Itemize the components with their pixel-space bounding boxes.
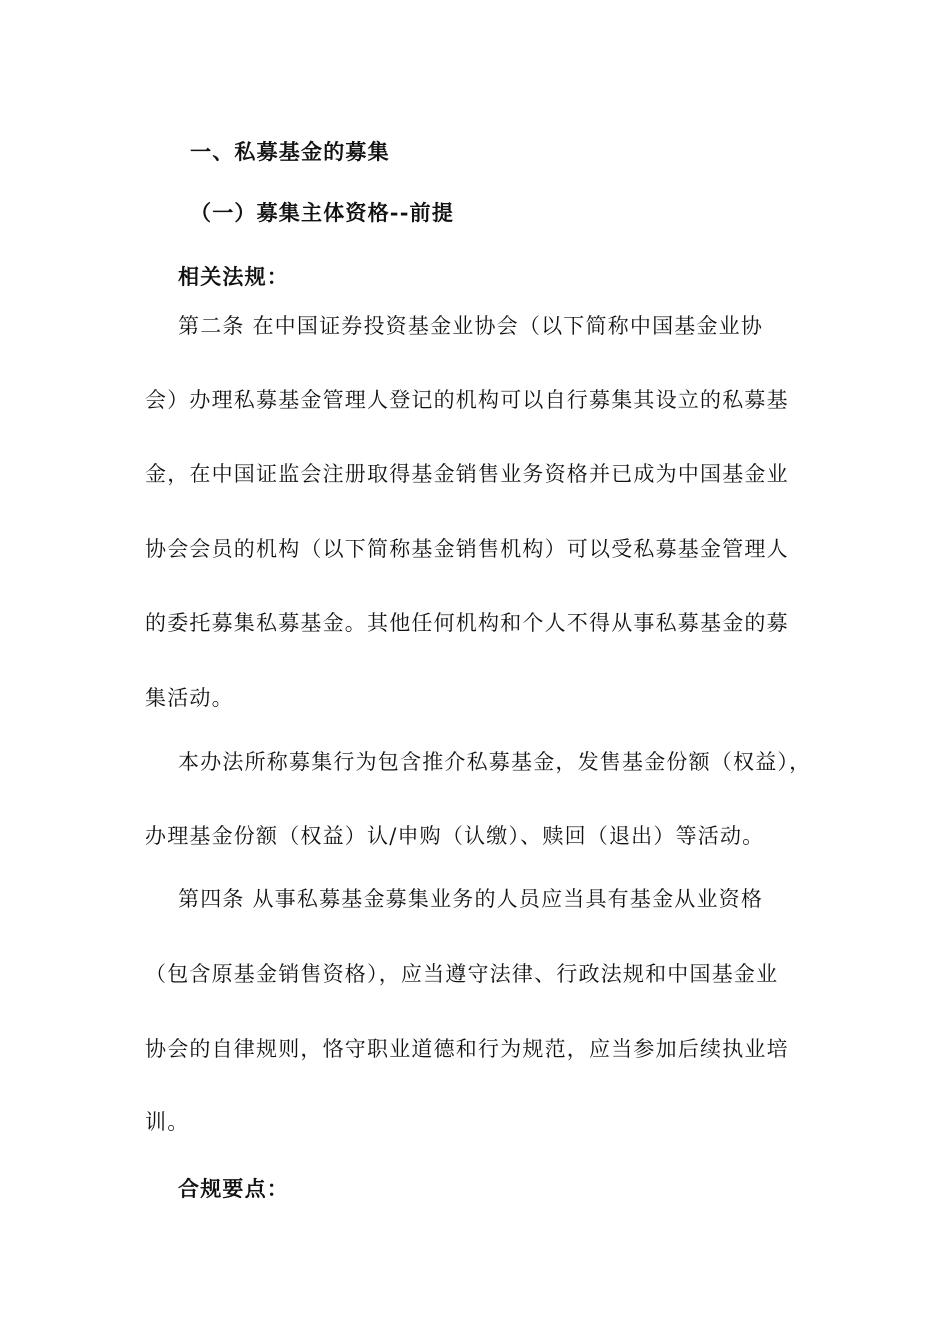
article2-line-5: 的委托募集私募基金。其他任何机构和个人不得从事私募基金的募 bbox=[145, 611, 789, 635]
regulations-label: 相关法规： bbox=[178, 264, 289, 289]
article2-line-1: 第二条 在中国证券投资基金业协会（以下简称中国基金业协 bbox=[178, 314, 764, 338]
article2-line-2: 会）办理私募基金管理人登记的机构可以自行募集其设立的私募基 bbox=[145, 388, 789, 412]
article4-line-4: 训。 bbox=[145, 1110, 190, 1134]
article2-para2-line-2: 办理基金份额（权益）认/申购（认缴）、赎回（退出）等活动。 bbox=[145, 824, 765, 848]
article4-line-1: 第四条 从事私募基金募集业务的人员应当具有基金从业资格 bbox=[178, 887, 764, 911]
subsection-heading: （一）募集主体资格--前提 bbox=[190, 200, 455, 225]
section-heading: 一、私募基金的募集 bbox=[190, 139, 390, 164]
article2-line-3: 金，在中国证监会注册取得基金销售业务资格并已成为中国基金业 bbox=[145, 462, 789, 486]
article2-line-4: 协会会员的机构（以下简称基金销售机构）可以受私募基金管理人 bbox=[145, 537, 789, 561]
article4-line-2: （包含原基金销售资格），应当遵守法律、行政法规和中国基金业 bbox=[145, 962, 779, 986]
article4-line-3: 协会的自律规则，恪守职业道德和行为规范，应当参加后续执业培 bbox=[145, 1037, 789, 1061]
compliance-label: 合规要点： bbox=[178, 1176, 289, 1201]
article2-line-6: 集活动。 bbox=[145, 686, 234, 710]
article2-para2-line-1: 本办法所称募集行为包含推介私募基金，发售基金份额（权益）， bbox=[178, 750, 812, 774]
